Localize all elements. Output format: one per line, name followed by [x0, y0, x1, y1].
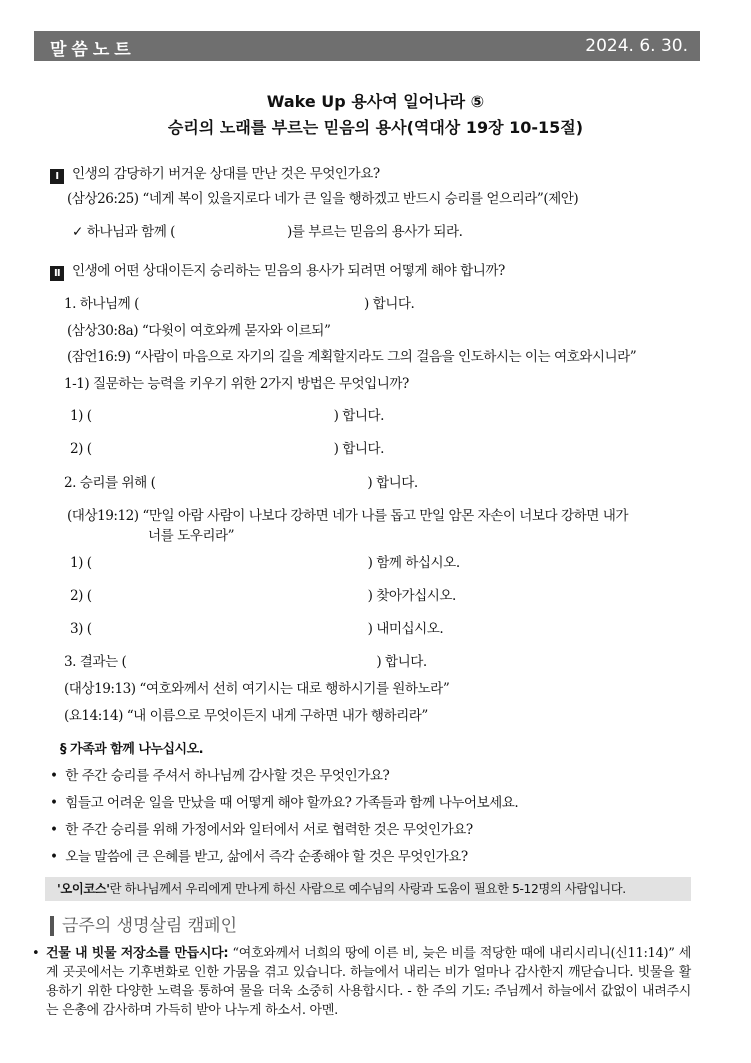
- point-2-verse-line-2: 너를 도우리라”: [148, 528, 235, 544]
- point-1: [64, 292, 414, 312]
- point-1-answer-1: [70, 404, 384, 424]
- answer-suffix: ) 내미십시오.: [367, 621, 444, 637]
- campaign-lead: 건물 내 빗물 저장소를 만듭시다:: [46, 946, 229, 961]
- question-1-verse: (삼상26:25) “네게 복이 있을지로다 네가 큰 일을 행하겠고 반드시 승리를 얻으리라”(제안): [67, 191, 579, 207]
- point-2-answer-2: [70, 584, 456, 604]
- roman-numeral-1: Ⅰ: [50, 169, 64, 184]
- answer-suffix: ) 찾아가십시오.: [367, 588, 456, 604]
- answer-prefix: 2) (: [70, 588, 92, 604]
- roman-numeral-2: Ⅱ: [50, 266, 64, 281]
- bullet: •: [50, 768, 58, 784]
- point-3-prefix: 3. 결과는 (: [64, 654, 127, 670]
- point-1-prefix: 1. 하나님께 (: [64, 296, 139, 312]
- point-3-verse-1: (대상19:13) “여호와께서 선히 여기시는 대로 행하시기를 원하노라”: [64, 681, 450, 697]
- campaign-title: 금주의 생명살림 캠페인: [50, 916, 237, 936]
- family-heading: § 가족과 함께 나누십시오.: [60, 742, 204, 757]
- question-1: [50, 162, 380, 184]
- answer-suffix: ) 합니다.: [333, 408, 384, 424]
- point-2-answer-1: [70, 551, 460, 571]
- bullet: •: [50, 795, 58, 811]
- bullet: •: [50, 849, 58, 865]
- answer-prefix: 하나님과 함께 (: [86, 224, 175, 240]
- family-item-text: 한 주간 승리를 주셔서 하나님께 감사할 것은 무엇인가요?: [65, 768, 390, 784]
- point-1-verse-1: (삼상30:8a) “다윗이 여호와께 묻자와 이르되”: [67, 323, 331, 339]
- point-1-answer-2: [70, 437, 384, 457]
- point-2: [64, 471, 418, 491]
- bullet: •: [32, 946, 40, 961]
- oikos-term: '오이코스': [57, 882, 110, 896]
- family-item: [50, 845, 468, 865]
- sermon-title: 승리의 노래를 부르는 믿음의 용사(역대상 19장 10-15절): [167, 118, 584, 137]
- point-1-verse-2: (잠언16:9) “사람이 마음으로 자기의 길을 계획할지라도 그의 걸음을 인도하시는 이는 여호와시니라”: [67, 349, 637, 365]
- oikos-definition: [45, 877, 691, 901]
- header-date: 2024. 6. 30.: [585, 36, 688, 56]
- question-1-text: 인생의 감당하기 버거운 상대를 만난 것은 무엇인가요?: [72, 166, 380, 182]
- bullet: •: [50, 822, 58, 838]
- oikos-text: 란 하나님께서 우리에게 만나게 하신 사람으로 예수님의 사랑과 도움이 필요한 5-12명의 사람입니다.: [109, 882, 626, 896]
- point-2-suffix: ) 합니다.: [367, 475, 418, 491]
- header-title: 말씀노트: [50, 40, 136, 60]
- answer-suffix: ) 합니다.: [333, 441, 384, 457]
- point-1-sub: 1-1) 질문하는 능력을 키우기 위한 2가지 방법은 무엇입니까?: [64, 376, 409, 392]
- header-bar: [34, 31, 700, 61]
- answer-suffix: ) 함께 하십시오.: [367, 555, 460, 571]
- question-2-text: 인생에 어떤 상대이든지 승리하는 믿음의 용사가 되려면 어떻게 해야 합니까?: [72, 263, 505, 279]
- point-3-verse-2: (요14:14) “내 이름으로 무엇이든지 내게 구하면 내가 행하리라”: [64, 708, 428, 724]
- answer-prefix: 1) (: [70, 408, 92, 424]
- point-3: [64, 650, 427, 670]
- family-item: [50, 764, 389, 784]
- answer-prefix: 3) (: [70, 621, 92, 637]
- question-1-answer: [72, 220, 462, 240]
- campaign-text: “여호와께서 너희의 땅에 이른 비, 늦은 비를 적당한 때에 내리시리니(신11:14)” 세계 곳곳에서는 기후변화로 인한 가뭄을 겪고 있습니다. 하늘에서 내리는 비가 얼마나 감사한지 깨닫습니다. 빗물을 활용하기 위한 다양한 노력을 통하여 물을 더욱 소중히 사용합시다. - 한 주의 기도: 주님께서 하늘에서 값없이 내려주시는 은총에 감사하며 가득히 받아 나누게 하소서. 아멘.: [46, 946, 691, 1018]
- point-3-suffix: ) 합니다.: [376, 654, 427, 670]
- family-item-text: 한 주간 승리를 위해 가정에서와 일터에서 서로 협력한 것은 무엇인가요?: [65, 822, 473, 838]
- point-2-verse-line-1: (대상19:12) “만일 아람 사람이 나보다 강하면 네가 나를 돕고 만일 암몬 자손이 너보다 강하면 내가: [67, 508, 628, 524]
- point-1-suffix: ) 합니다.: [363, 296, 415, 312]
- family-item-text: 오늘 말씀에 큰 은혜를 받고, 삶에서 즉각 순종해야 할 것은 무엇인가요?: [65, 849, 468, 865]
- check-icon: ✓: [72, 224, 83, 240]
- question-2: [50, 259, 505, 281]
- family-item: [50, 791, 518, 811]
- family-item: [50, 818, 473, 838]
- point-2-prefix: 2. 승리를 위해 (: [64, 475, 156, 491]
- sermon-series: Wake Up 용사여 일어나라 ⑤: [266, 92, 485, 111]
- family-item-text: 힘들고 어려운 일을 만났을 때 어떻게 해야 할까요? 가족들과 함께 나누어보세요.: [65, 795, 519, 811]
- answer-prefix: 2) (: [70, 441, 92, 457]
- answer-prefix: 1) (: [70, 555, 92, 571]
- point-2-answer-3: [70, 617, 443, 637]
- answer-suffix: )를 부르는 믿음의 용사가 되라.: [286, 224, 463, 240]
- campaign-body: [32, 944, 691, 1020]
